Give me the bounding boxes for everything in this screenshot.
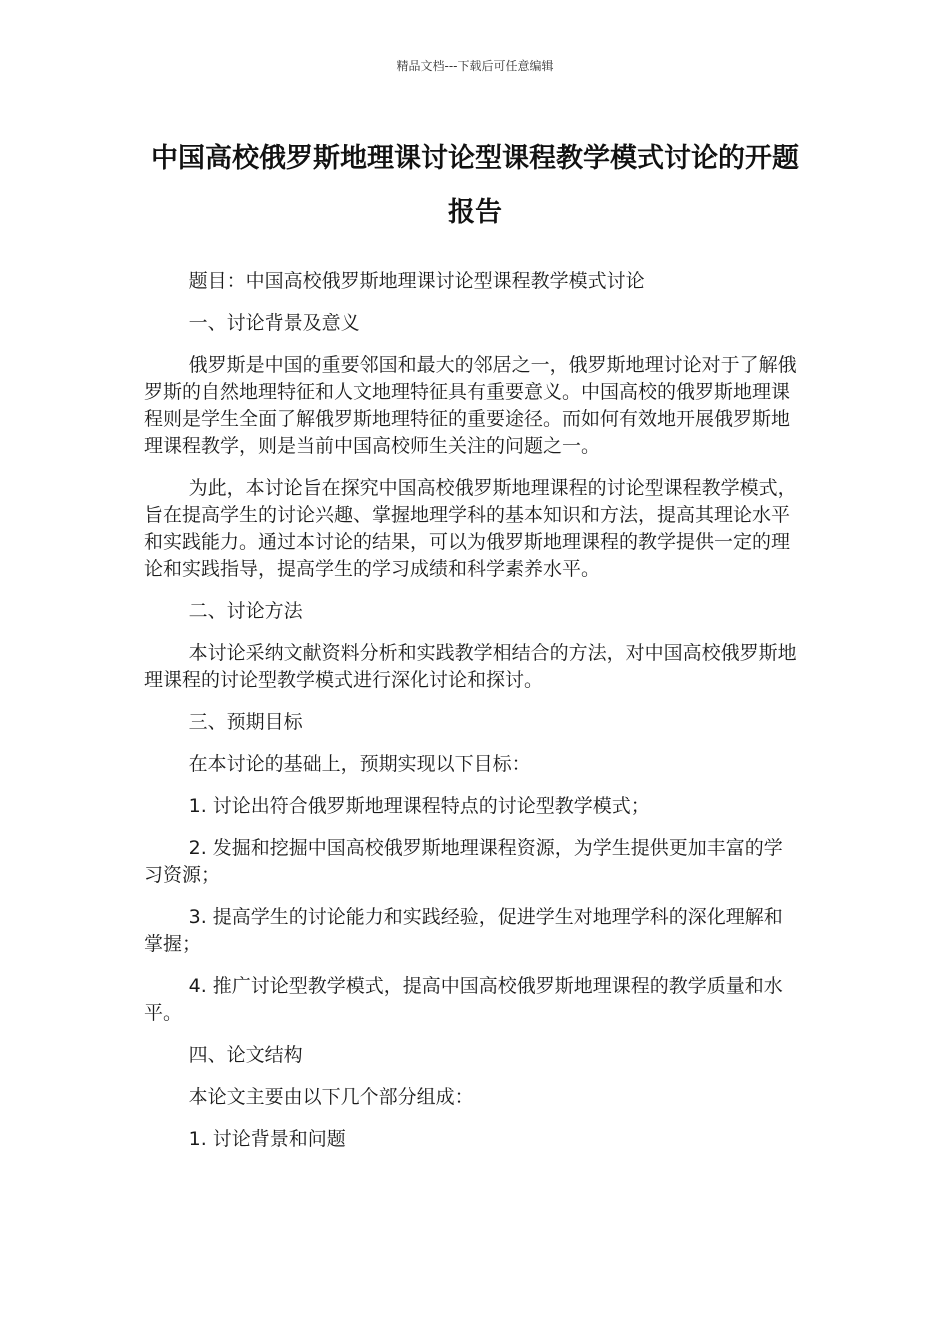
goals-intro: 在本讨论的基础上，预期实现以下目标： [188,753,531,775]
section-heading-method: 二、讨论方法 [188,600,303,622]
document-body [144,268,800,1168]
goal-item-4: 4. 推广讨论型教学模式，提高中国高校俄罗斯地理课程的教学质量和水平。 [144,975,783,1024]
document-title: 中国高校俄罗斯地理课讨论型课程教学模式讨论的开题报告 [151,143,799,228]
section-heading-goals: 三、预期目标 [188,711,303,733]
section-heading-background: 一、讨论背景及意义 [188,312,360,334]
goal-item-2: 2. 发掘和挖掘中国高校俄罗斯地理课程资源，为学生提供更加丰富的学习资源； [144,837,783,886]
method-paragraph: 本讨论采纳文献资料分析和实践教学相结合的方法，对中国高校俄罗斯地理课程的讨论型教学模式进行深化讨论和探讨。 [144,642,797,691]
structure-intro: 本论文主要由以下几个部分组成： [188,1086,474,1108]
structure-item-1: 1. 讨论背景和问题 [188,1128,346,1150]
goal-item-3: 3. 提高学生的讨论能力和实践经验，促进学生对地理学科的深化理解和掌握； [144,906,783,955]
background-paragraph-2: 为此，本讨论旨在探究中国高校俄罗斯地理课程的讨论型课程教学模式，旨在提高学生的讨论兴趣、掌握地理学科的基本知识和方法，提高其理论水平和实践能力。通过本讨论的结果，可以为俄罗斯地理课程的教学提供一定的理论和实践指导，提高学生的学习成绩和科学素养水平。 [144,477,797,580]
goal-item-1: 1. 讨论出符合俄罗斯地理课程特点的讨论型教学模式； [188,795,650,817]
subject-line: 题目：中国高校俄罗斯地理课讨论型课程教学模式讨论 [188,270,645,292]
background-paragraph-1: 俄罗斯是中国的重要邻国和最大的邻居之一，俄罗斯地理讨论对于了解俄罗斯的自然地理特征和人文地理特征具有重要意义。中国高校的俄罗斯地理课程则是学生全面了解俄罗斯地理特征的重要途径。而如何有效地开展俄罗斯地理课程教学，则是当前中国高校师生关注的问题之一。 [144,354,797,457]
header-note: 精品文档---下载后可任意编辑 [396,59,554,73]
section-heading-structure: 四、论文结构 [188,1044,303,1066]
